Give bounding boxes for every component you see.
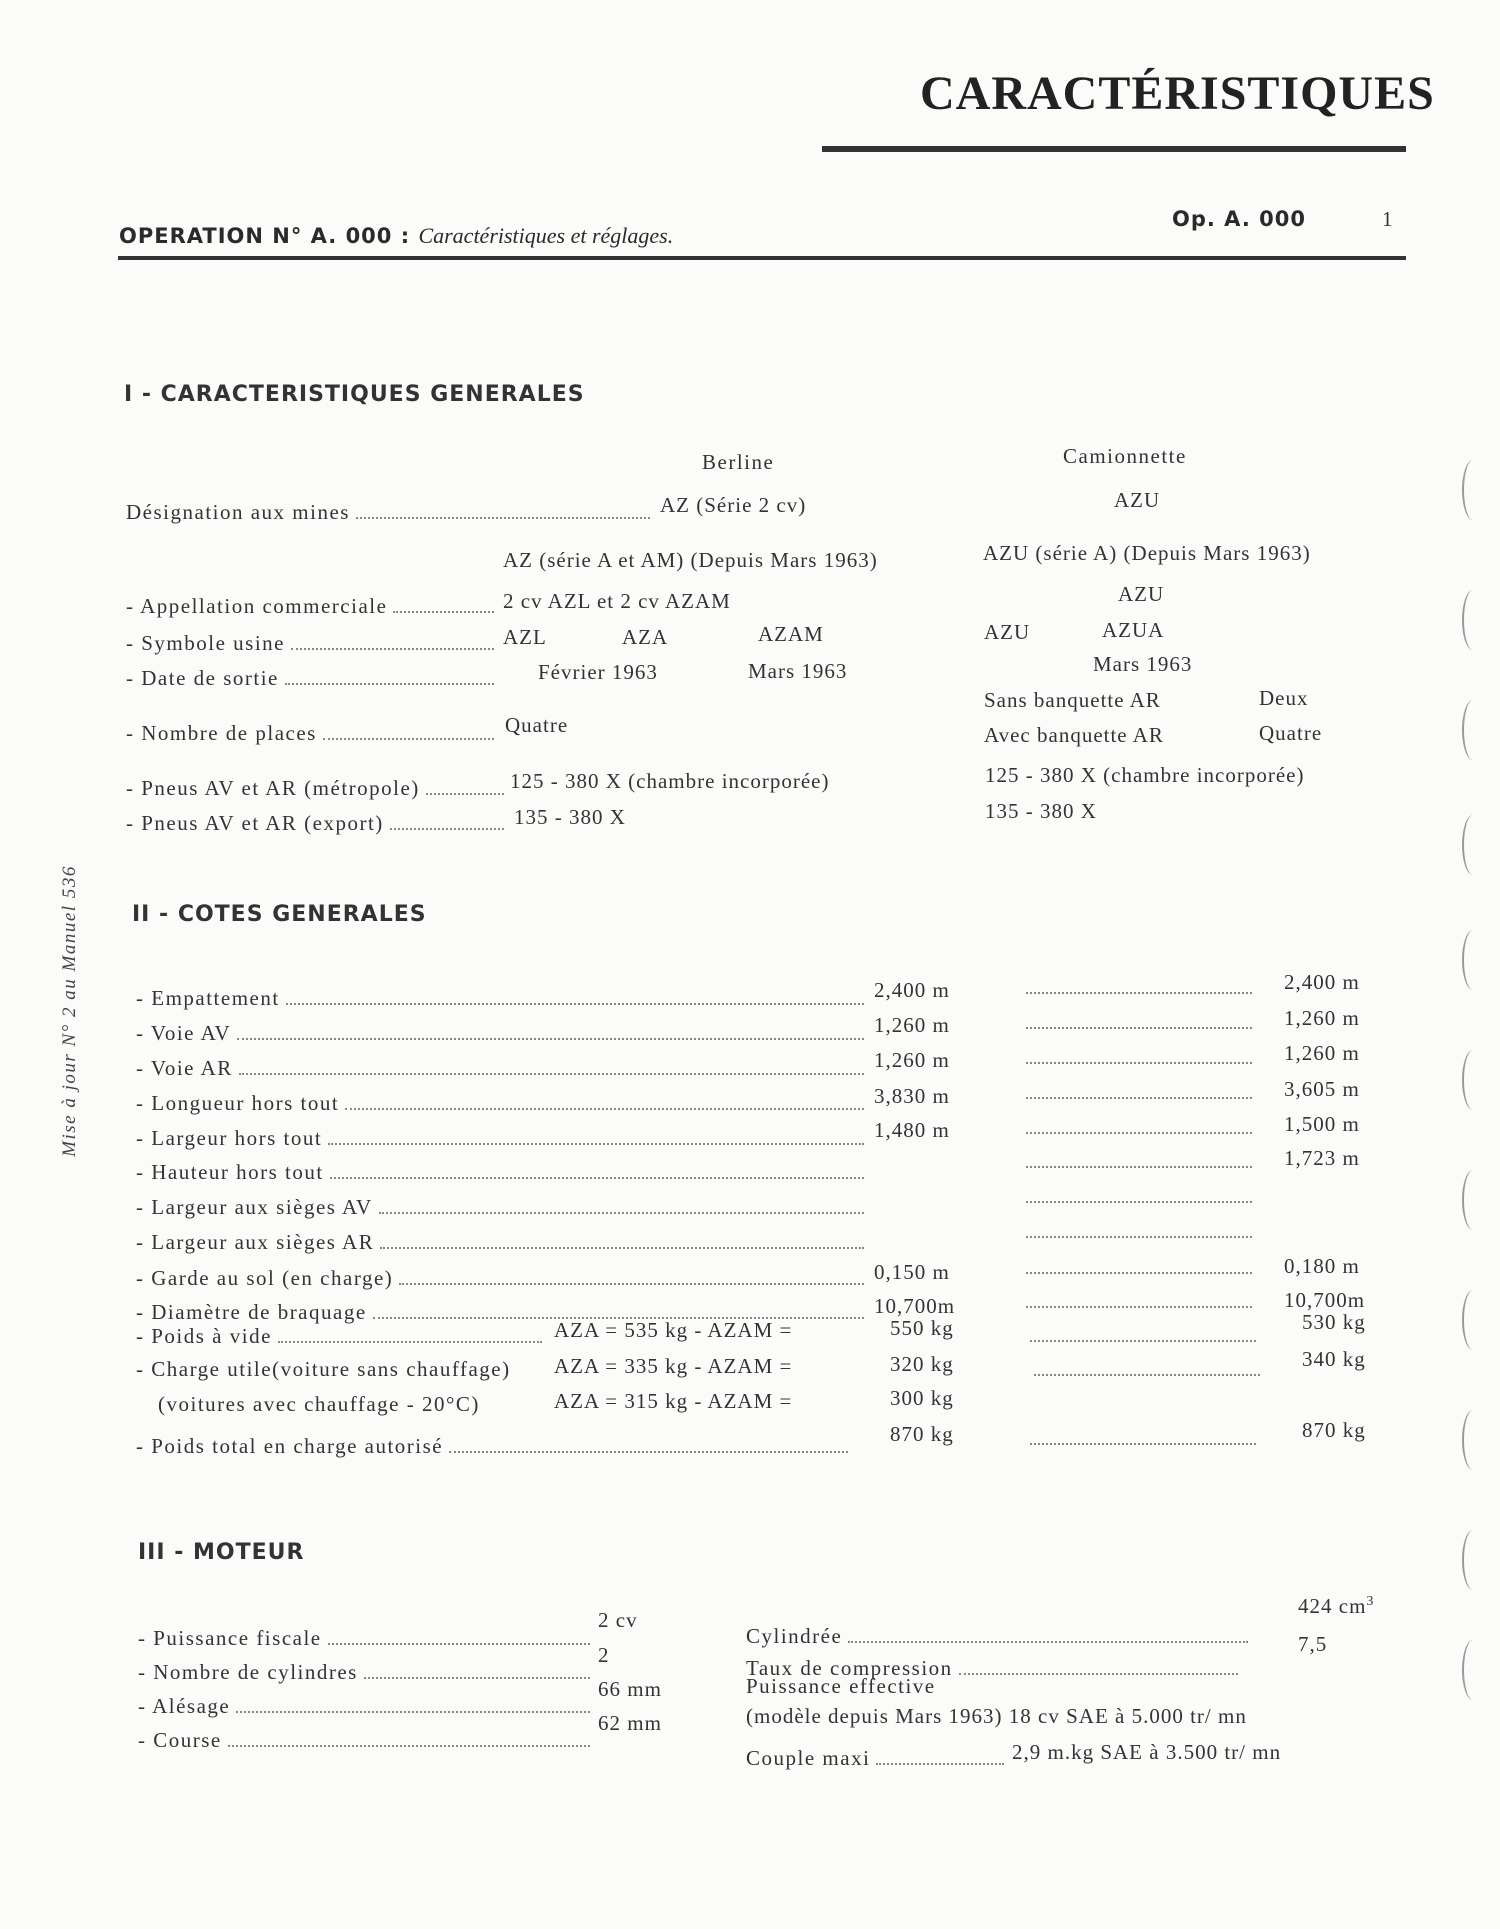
header-rule bbox=[118, 256, 1406, 260]
cote-camionnette-value: 3,605 m bbox=[1284, 1077, 1360, 1101]
symbole-camionnette-azu: AZU bbox=[984, 620, 1031, 644]
dot-leader bbox=[356, 517, 650, 519]
dot-leader bbox=[1026, 1201, 1252, 1203]
pneus-export-label: - Pneus AV et AR (export) bbox=[126, 811, 384, 835]
symbole-berline-azam: AZAM bbox=[758, 622, 824, 646]
binder-hole bbox=[1462, 1410, 1484, 1470]
couple-label: Couple maxi bbox=[746, 1746, 871, 1770]
dot-leader bbox=[1034, 1374, 1260, 1376]
designation-camionnette-2: AZU (série A) (Depuis Mars 1963) bbox=[983, 541, 1311, 565]
binder-hole bbox=[1462, 930, 1484, 990]
moteur-value: 2 cv bbox=[598, 1608, 638, 1632]
dot-leader bbox=[278, 1341, 542, 1343]
cote-label: - Hauteur hors tout bbox=[136, 1160, 324, 1184]
binder-hole bbox=[1462, 460, 1484, 520]
section-heading-general: I - CARACTERISTIQUES GENERALES bbox=[124, 382, 585, 407]
places-camionnette-sans-value: Deux bbox=[1259, 686, 1309, 710]
moteur-row bbox=[138, 1694, 596, 1719]
dot-leader bbox=[393, 611, 494, 613]
charge-utile-chauffage-berline: 300 kg bbox=[890, 1386, 954, 1410]
dot-leader bbox=[380, 1247, 864, 1249]
dot-leader bbox=[1026, 1236, 1252, 1238]
designation-berline: AZ (Série 2 cv) bbox=[660, 493, 807, 517]
column-header-berline: Berline bbox=[702, 450, 775, 474]
places-camionnette-avec-label: Avec banquette AR bbox=[984, 723, 1164, 747]
moteur-label: - Nombre de cylindres bbox=[138, 1660, 358, 1684]
moteur-row bbox=[138, 1660, 596, 1685]
moteur-row bbox=[138, 1626, 596, 1651]
binder-hole bbox=[1462, 590, 1484, 650]
cote-label: - Diamètre de braquage bbox=[136, 1300, 367, 1324]
dot-leader bbox=[285, 683, 494, 685]
cote-berline-value: 1,260 m bbox=[874, 1048, 950, 1072]
cote-row bbox=[136, 1126, 870, 1151]
cote-label: - Largeur aux sièges AR bbox=[136, 1230, 375, 1254]
dot-leader bbox=[286, 1003, 864, 1005]
poids-total-camionnette: 870 kg bbox=[1302, 1418, 1366, 1442]
appellation-berline: 2 cv AZL et 2 cv AZAM bbox=[503, 589, 731, 613]
designation-berline-2: AZ (série A et AM) (Depuis Mars 1963) bbox=[503, 548, 878, 572]
moteur-value: 62 mm bbox=[598, 1711, 662, 1735]
binder-hole bbox=[1462, 815, 1484, 875]
binder-hole bbox=[1462, 1290, 1484, 1350]
pneus-export-row bbox=[126, 811, 510, 836]
column-header-camionnette: Camionnette bbox=[1063, 444, 1187, 468]
dot-leader bbox=[1026, 1097, 1252, 1099]
designation-label: Désignation aux mines bbox=[126, 500, 350, 524]
cote-camionnette-value: 0,180 m bbox=[1284, 1254, 1360, 1278]
operation-label: OPERATION N° A. 000 : bbox=[119, 224, 411, 248]
charge-utile-label: - Charge utile(voiture sans chauffage) bbox=[136, 1357, 511, 1381]
cote-berline-value: 1,480 m bbox=[874, 1118, 950, 1142]
cote-label: - Empattement bbox=[136, 986, 280, 1010]
dot-leader bbox=[1026, 1306, 1252, 1308]
cote-camionnette-value: 10,700m bbox=[1284, 1288, 1366, 1312]
dot-leader bbox=[239, 1073, 864, 1075]
cote-row bbox=[136, 1091, 870, 1116]
dot-leader bbox=[426, 793, 504, 795]
moteur-label: - Puissance fiscale bbox=[138, 1626, 322, 1650]
pneus-metropole-row bbox=[126, 776, 510, 801]
poids-vide-row bbox=[136, 1324, 548, 1349]
poids-vide-berline: 550 kg bbox=[890, 1316, 954, 1340]
designation-row bbox=[126, 500, 656, 525]
symbole-label: - Symbole usine bbox=[126, 631, 285, 655]
cote-berline-value: 10,700m bbox=[874, 1294, 956, 1318]
charge-utile-mid: AZA = 335 kg - AZAM = bbox=[554, 1354, 793, 1378]
appellation-label: - Appellation commerciale bbox=[126, 594, 388, 618]
dot-leader bbox=[364, 1677, 590, 1679]
symbole-berline-aza: AZA bbox=[622, 625, 669, 649]
dot-leader bbox=[1026, 1272, 1252, 1274]
side-note: Mise à jour N° 2 au Manuel 536 bbox=[59, 865, 80, 1157]
cote-berline-value: 1,260 m bbox=[874, 1013, 950, 1037]
cote-camionnette-value: 2,400 m bbox=[1284, 970, 1360, 994]
dot-leader bbox=[328, 1143, 864, 1145]
moteur-value: 66 mm bbox=[598, 1677, 662, 1701]
cote-camionnette-value: 1,723 m bbox=[1284, 1146, 1360, 1170]
cote-berline-value: 3,830 m bbox=[874, 1084, 950, 1108]
symbole-camionnette-azua: AZUA bbox=[1102, 618, 1165, 642]
charge-utile-camionnette: 340 kg bbox=[1302, 1347, 1366, 1371]
poids-vide-mid: AZA = 535 kg - AZAM = bbox=[554, 1318, 793, 1342]
poids-total-label: - Poids total en charge autorisé bbox=[136, 1434, 444, 1458]
cote-camionnette-value: 1,260 m bbox=[1284, 1006, 1360, 1030]
cote-row bbox=[136, 986, 870, 1011]
dot-leader bbox=[379, 1212, 864, 1214]
moteur-label: - Course bbox=[138, 1728, 222, 1752]
cote-row bbox=[136, 1230, 870, 1255]
designation-camionnette: AZU bbox=[1114, 488, 1161, 512]
date-camionnette: Mars 1963 bbox=[1093, 652, 1193, 676]
binder-hole bbox=[1462, 1050, 1484, 1110]
compression-label: Taux de compression bbox=[746, 1656, 953, 1680]
pneus-metropole-berline: 125 - 380 X (chambre incorporée) bbox=[510, 769, 830, 793]
dot-leader bbox=[1026, 1132, 1252, 1134]
dot-leader bbox=[449, 1451, 848, 1453]
dot-leader bbox=[1026, 1062, 1252, 1064]
couple-row bbox=[746, 1746, 1010, 1771]
symbole-berline-azl: AZL bbox=[503, 625, 547, 649]
cote-label: - Voie AV bbox=[136, 1021, 232, 1045]
cylindree-value-text: 424 cm bbox=[1298, 1594, 1367, 1618]
cote-berline-value: 2,400 m bbox=[874, 978, 950, 1002]
poids-vide-camionnette: 530 kg bbox=[1302, 1310, 1366, 1334]
binder-hole bbox=[1462, 1170, 1484, 1230]
places-label: - Nombre de places bbox=[126, 721, 317, 745]
cote-camionnette-value: 1,260 m bbox=[1284, 1041, 1360, 1065]
dot-leader bbox=[1030, 1340, 1256, 1342]
dot-leader bbox=[228, 1745, 590, 1747]
cote-row bbox=[136, 1195, 870, 1220]
cote-label: - Voie AR bbox=[136, 1056, 233, 1080]
charge-utile-chauffage-mid: AZA = 315 kg - AZAM = bbox=[554, 1389, 793, 1413]
places-row bbox=[126, 721, 500, 746]
binder-hole bbox=[1462, 700, 1484, 760]
cote-row bbox=[136, 1266, 870, 1291]
dot-leader bbox=[1026, 992, 1252, 994]
dot-leader bbox=[959, 1673, 1238, 1675]
charge-utile-chauffage-label: (voitures avec chauffage - 20°C) bbox=[158, 1392, 480, 1416]
dot-leader bbox=[848, 1641, 1248, 1643]
date-row bbox=[126, 666, 500, 691]
date-berline-fevrier: Février 1963 bbox=[538, 660, 658, 684]
dot-leader bbox=[328, 1643, 590, 1645]
pneus-metropole-label: - Pneus AV et AR (métropole) bbox=[126, 776, 420, 800]
poids-total-berline: 870 kg bbox=[890, 1422, 954, 1446]
couple-value: 2,9 m.kg SAE à 3.500 tr/ mn bbox=[1012, 1740, 1282, 1764]
moteur-value: 2 bbox=[598, 1643, 610, 1667]
dot-leader bbox=[291, 648, 494, 650]
cylindree-row bbox=[746, 1624, 1254, 1649]
operation-reference: Op. A. 000 bbox=[1172, 207, 1306, 231]
dot-leader bbox=[236, 1711, 590, 1713]
date-berline-mars: Mars 1963 bbox=[748, 659, 848, 683]
section-heading-moteur: III - MOTEUR bbox=[138, 1540, 305, 1565]
poids-total-row bbox=[136, 1434, 854, 1459]
cote-row bbox=[136, 1056, 870, 1081]
cote-row bbox=[136, 1160, 870, 1185]
dot-leader bbox=[390, 828, 504, 830]
dot-leader bbox=[876, 1763, 1004, 1765]
dot-leader bbox=[1030, 1443, 1256, 1445]
charge-utile-berline: 320 kg bbox=[890, 1352, 954, 1376]
cote-camionnette-value: 1,500 m bbox=[1284, 1112, 1360, 1136]
poids-vide-label: - Poids à vide bbox=[136, 1324, 272, 1348]
places-berline: Quatre bbox=[505, 713, 569, 737]
section-heading-cotes: II - COTES GENERALES bbox=[132, 902, 427, 927]
symbole-row bbox=[126, 631, 500, 656]
dot-leader bbox=[1026, 1166, 1252, 1168]
pneus-metropole-camionnette: 125 - 380 X (chambre incorporée) bbox=[985, 763, 1305, 787]
puissance-effective-label: Puissance effective bbox=[746, 1674, 936, 1698]
places-camionnette-avec-value: Quatre bbox=[1259, 721, 1323, 745]
cote-label: - Largeur aux sièges AV bbox=[136, 1195, 373, 1219]
cote-row bbox=[136, 1021, 870, 1046]
cote-label: - Longueur hors tout bbox=[136, 1091, 340, 1115]
cylindree-label: Cylindrée bbox=[746, 1624, 843, 1648]
page-title: CARACTÉRISTIQUES bbox=[920, 67, 1435, 120]
puissance-effective-line: (modèle depuis Mars 1963) 18 cv SAE à 5.000 tr/ mn bbox=[746, 1704, 1247, 1728]
compression-value: 7,5 bbox=[1298, 1632, 1328, 1656]
cote-berline-value: 0,150 m bbox=[874, 1260, 950, 1284]
dot-leader bbox=[399, 1283, 864, 1285]
pneus-export-camionnette: 135 - 380 X bbox=[985, 799, 1097, 823]
appellation-row bbox=[126, 594, 500, 619]
binder-hole bbox=[1462, 1530, 1484, 1590]
binder-hole bbox=[1462, 1640, 1484, 1700]
dot-leader bbox=[237, 1038, 864, 1040]
moteur-label: - Alésage bbox=[138, 1694, 231, 1718]
dot-leader bbox=[345, 1108, 864, 1110]
title-underline bbox=[822, 146, 1406, 152]
operation-heading bbox=[119, 223, 673, 249]
cylindree-unit-exponent: 3 bbox=[1366, 1594, 1375, 1609]
cote-label: - Garde au sol (en charge) bbox=[136, 1266, 394, 1290]
dot-leader bbox=[330, 1177, 864, 1179]
cylindree-value bbox=[1298, 1594, 1374, 1619]
moteur-row bbox=[138, 1728, 596, 1753]
appellation-camionnette: AZU bbox=[1118, 582, 1165, 606]
operation-description: Caractéristiques et réglages. bbox=[418, 223, 674, 248]
date-label: - Date de sortie bbox=[126, 666, 279, 690]
cote-label: - Largeur hors tout bbox=[136, 1126, 323, 1150]
dot-leader bbox=[1026, 1027, 1252, 1029]
page-number: 1 bbox=[1382, 207, 1394, 231]
pneus-export-berline: 135 - 380 X bbox=[514, 805, 626, 829]
dot-leader bbox=[323, 738, 494, 740]
places-camionnette-sans-label: Sans banquette AR bbox=[984, 688, 1161, 712]
